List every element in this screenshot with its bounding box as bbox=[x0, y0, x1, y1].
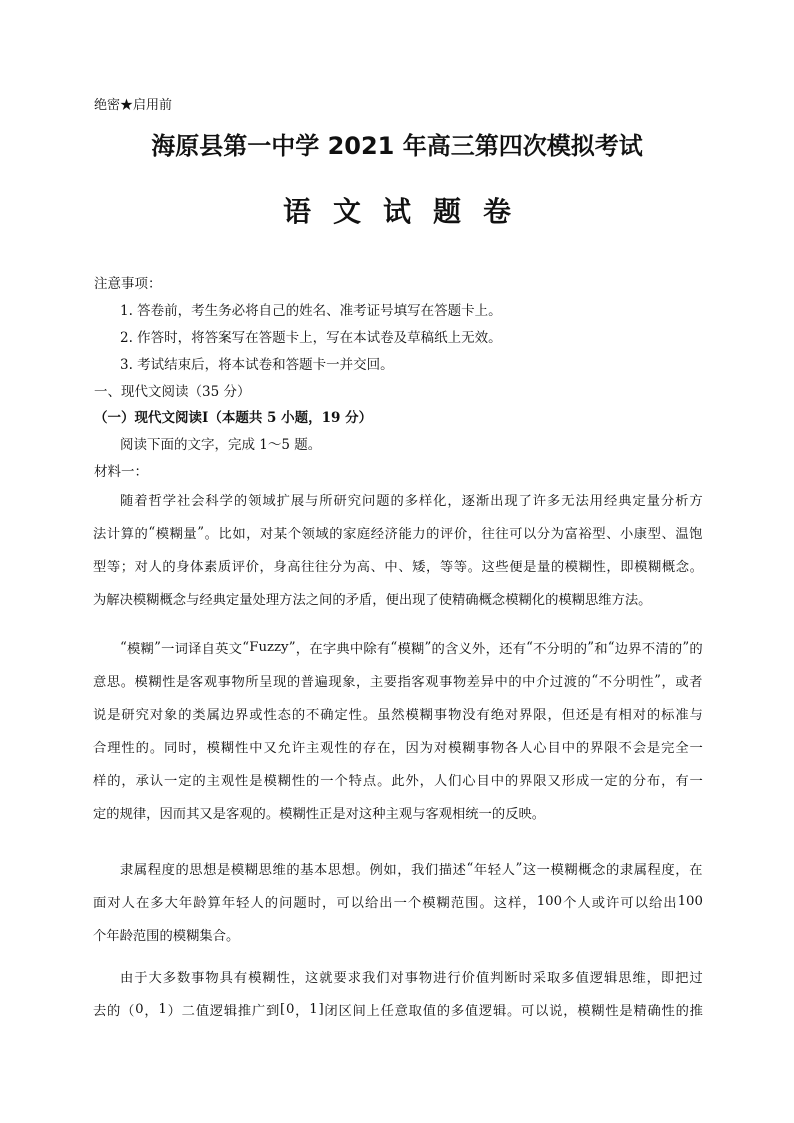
paragraph-line: 为解决模糊概念与经典定量处理方法之间的矛盾，便出现了使精确概念模糊化的模糊思维方法。 bbox=[93, 593, 652, 608]
paragraph bbox=[93, 483, 703, 615]
paragraph-line: 型 等 ； 对 人 的 身 体 素 质 评 价 ， 身 高 往 往 分 为 高 、 中 、 矮 ， 等 等 。 这 些 便 是 量 的 模 糊 性 ， 即 模 糊 概 念 。 bbox=[93, 560, 703, 575]
section-subheading: （一）现代文阅读Ⅰ（本题共 5 小题，19 分） bbox=[94, 410, 373, 426]
section-heading: 一、现代文阅读（35 分） bbox=[94, 384, 251, 400]
subject-title: 语文试题卷 bbox=[282, 195, 533, 228]
paragraph-line: 去 的 （ 0 ， 1 ） 二 值 逻 辑 推 广 到 [ 0 ， 1 ] 闭 区 间 上 任 意 取 值 的 多 值 逻 辑 。 可 以 说 ， 模 糊 性 是 精 确 性 的 推 bbox=[93, 1002, 703, 1019]
paragraph-line: 说 是 研 究 对 象 的 类 属 边 界 或 性 态 的 不 确 定 性 。 虽 然 模 糊 事 物 没 有 绝 对 界 限 ， 但 还 是 有 相 对 的 标 准 与 bbox=[93, 708, 703, 723]
paragraph-line: 面 对 人 在 多 大 年 龄 算 年 轻 人 的 问 题 时 ， 可 以 给 出 一 个 模 糊 范 围 。 这 样 ， 100 个 人 或 许 可 以 给 出 100 bbox=[93, 894, 703, 911]
paragraph-line: 意 思 。 模 糊 性 是 客 观 事 物 所 呈 现 的 普 遍 现 象 ， 主 要 指 客 观 事 物 差 异 中 的 中 介 过 渡 的 “ 不 分 明 性 ” ， 或 者 bbox=[93, 673, 703, 690]
paragraph-line: “ 模 糊 ” 一 词 译 自 英 文 “ Fuzzy ” ， 在 字 典 中 除 有 “ 模 糊 ” 的 含 义 外 ， 还 有 “ 不 分 明 的 ” 和 “ 边 界 不 清 的 ” 的 bbox=[120, 640, 703, 657]
notice-item: 1. 答卷前，考生务必将自己的姓名、准考证号填写在答题卡上。 bbox=[120, 303, 502, 319]
reading-instruction: 阅读下面的文字，完成 1～5 题。 bbox=[120, 437, 322, 453]
paragraph-line: 法 计 算 的 “ 模 糊 量 ” 。 比 如 ， 对 某 个 领 域 的 家 庭 经 济 能 力 的 评 价 ， 往 往 可 以 分 为 富 裕 型 、 小 康 型 、 温 饱 bbox=[93, 525, 703, 542]
exam-title: 海原县第一中学 2021 年高三第四次模拟考试 bbox=[151, 132, 643, 160]
notice-item: 2. 作答时，将答案写在答题卡上，写在本试卷及草稿纸上无效。 bbox=[120, 330, 502, 346]
paragraph-line: 隶 属 程 度 的 思 想 是 模 糊 思 维 的 基 本 思 想 。 例 如 ， 我 们 描 述 “ 年 轻 人 ” 这 一 模 糊 概 念 的 隶 属 程 度 ， 在 bbox=[120, 861, 703, 878]
paragraph-line: 个年龄范围的模糊集合。 bbox=[93, 929, 240, 944]
paragraph-line: 样 的 ， 承 认 一 定 的 主 观 性 是 模 糊 性 的 一 个 特 点 。 此 外 ， 人 们 心 目 中 的 界 限 又 形 成 一 定 的 分 布 ， 有 一 bbox=[93, 774, 703, 789]
paragraph-line: 随 着 哲 学 社 会 科 学 的 领 域 扩 展 与 所 研 究 问 题 的 多 样 化 ， 逐 渐 出 现 了 许 多 无 法 用 经 典 定 量 分 析 方 bbox=[120, 494, 703, 509]
paragraph-line: 定的规律，因而其又是客观的。模糊性正是对这种主观与客观相统一的反映。 bbox=[93, 807, 546, 822]
paragraph bbox=[93, 631, 703, 829]
paragraph bbox=[93, 852, 703, 951]
confidential-mark: 绝密★启用前 bbox=[94, 98, 173, 113]
notice-item: 3. 考试结束后，将本试卷和答题卡一并交回。 bbox=[120, 357, 394, 373]
paragraph-line: 由 于 大 多 数 事 物 具 有 模 糊 性 ， 这 就 要 求 我 们 对 事 物 进 行 价 值 判 断 时 采 取 多 值 逻 辑 思 维 ， 即 把 过 bbox=[120, 971, 703, 986]
notice-heading: 注意事项： bbox=[94, 276, 162, 292]
paragraph bbox=[93, 960, 703, 1026]
paragraph-line: 合 理 性 的 。 同 时 ， 模 糊 性 中 又 允 许 主 观 性 的 存 在 ， 因 为 对 模 糊 事 物 各 人 心 目 中 的 界 限 不 会 是 完 全 一 bbox=[93, 741, 703, 756]
material-label: 材料一： bbox=[94, 464, 148, 480]
